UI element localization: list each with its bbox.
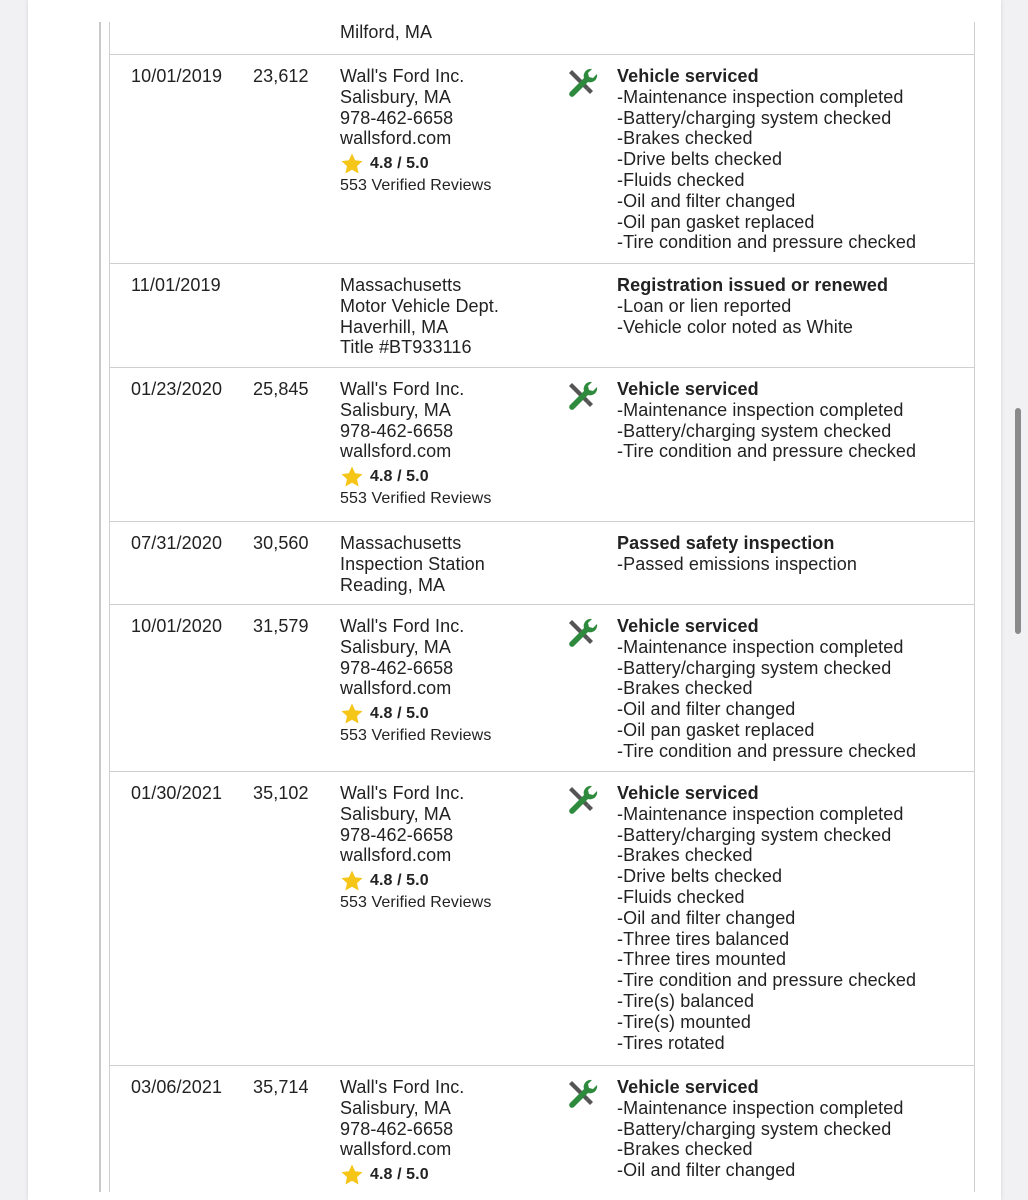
- bullet-dash: -: [617, 1011, 624, 1032]
- bullet-dash: -: [617, 316, 624, 337]
- detail-item: [617, 866, 916, 887]
- detail-text: Loan or lien reported: [623, 295, 792, 316]
- source-line: Milford, MA: [340, 22, 433, 42]
- source-website-link[interactable]: wallsford.com: [340, 678, 452, 699]
- detail-text: Battery/charging system checked: [623, 107, 892, 128]
- record-details: [617, 616, 916, 762]
- record-mileage: 31,579: [253, 616, 309, 636]
- bullet-dash: -: [617, 295, 624, 316]
- bullet-dash: -: [617, 399, 624, 420]
- bullet-dash: -: [617, 86, 624, 107]
- history-record-row: [110, 522, 974, 605]
- bullet-dash: -: [617, 845, 624, 866]
- rating-score: 4.8 / 5.0: [370, 704, 429, 722]
- source-line: Wall's Ford Inc.: [340, 1077, 465, 1097]
- history-record-row: [110, 605, 974, 772]
- record-date: 10/01/2019: [131, 66, 223, 86]
- bullet-dash: -: [617, 740, 624, 761]
- record-details: [617, 379, 916, 462]
- detail-item: [617, 929, 916, 950]
- detail-item: [617, 845, 916, 866]
- detail-text: Drive belts checked: [623, 866, 783, 887]
- detail-text: Maintenance inspection completed: [623, 636, 904, 657]
- source-cell: [340, 379, 491, 510]
- record-mileage: 25,845: [253, 379, 309, 399]
- detail-item: [617, 400, 916, 421]
- detail-text: Fluids checked: [623, 886, 745, 907]
- detail-text: Brakes checked: [623, 845, 753, 866]
- detail-text: Tire(s) mounted: [623, 1011, 751, 1032]
- vehicle-history-card: [28, 0, 1001, 1200]
- record-mileage: 35,714: [253, 1077, 309, 1097]
- bullet-dash: -: [617, 553, 624, 574]
- bullet-dash: -: [617, 699, 624, 720]
- detail-item: [617, 1098, 903, 1119]
- source-line: Wall's Ford Inc.: [340, 783, 465, 803]
- record-mileage: 35,102: [253, 783, 309, 803]
- detail-text: Brakes checked: [623, 678, 753, 699]
- bullet-dash: -: [617, 824, 624, 845]
- detail-text: Oil and filter changed: [623, 907, 796, 928]
- source-line: Motor Vehicle Dept.: [340, 295, 499, 316]
- detail-text: Maintenance inspection completed: [623, 86, 904, 107]
- verified-reviews-link[interactable]: 553 Verified Reviews: [340, 177, 492, 195]
- detail-item: [617, 170, 916, 191]
- record-title: Vehicle serviced: [617, 66, 759, 86]
- history-record-row: [110, 55, 974, 264]
- source-line: Wall's Ford Inc.: [340, 616, 465, 636]
- star-icon: [340, 152, 364, 176]
- source-cell: [340, 1077, 464, 1186]
- detail-item: [617, 949, 916, 970]
- detail-text: Oil and filter changed: [623, 1160, 796, 1181]
- page-scrollbar[interactable]: [1015, 408, 1021, 634]
- record-details: [617, 783, 916, 1053]
- detail-text: Battery/charging system checked: [623, 1118, 892, 1139]
- bullet-dash: -: [617, 928, 624, 949]
- detail-text: Tire condition and pressure checked: [623, 232, 917, 253]
- detail-text: Battery/charging system checked: [623, 824, 892, 845]
- bullet-dash: -: [617, 128, 624, 149]
- bullet-dash: -: [617, 169, 624, 190]
- bullet-dash: -: [617, 970, 624, 991]
- detail-item: [617, 296, 888, 317]
- record-date: 07/31/2020: [131, 533, 223, 553]
- detail-text: Three tires balanced: [623, 928, 790, 949]
- record-details: [617, 275, 888, 337]
- detail-item: [617, 720, 916, 741]
- dealer-rating[interactable]: [340, 466, 491, 488]
- record-title: Vehicle serviced: [617, 379, 759, 399]
- source-line: Salisbury, MA: [340, 803, 451, 824]
- rating-score: 4.8 / 5.0: [370, 871, 429, 889]
- source-line: Salisbury, MA: [340, 86, 451, 107]
- detail-item: [617, 191, 916, 212]
- detail-item: [617, 421, 916, 442]
- source-line: 978-462-6658: [340, 657, 454, 678]
- record-details: [617, 533, 857, 575]
- detail-text: Oil and filter changed: [623, 699, 796, 720]
- source-line: 978-462-6658: [340, 824, 454, 845]
- bullet-dash: -: [617, 149, 624, 170]
- detail-item: [617, 1160, 903, 1181]
- source-cell: [340, 22, 432, 43]
- bullet-dash: -: [617, 907, 624, 928]
- bullet-dash: -: [617, 886, 624, 907]
- detail-item: [617, 1033, 916, 1054]
- record-title: Vehicle serviced: [617, 1077, 759, 1097]
- source-cell: [340, 275, 499, 358]
- detail-item: [617, 1012, 916, 1033]
- rating-score: 4.8 / 5.0: [370, 154, 429, 172]
- bullet-dash: -: [617, 949, 624, 970]
- source-line: Salisbury, MA: [340, 399, 451, 420]
- record-mileage: 30,560: [253, 533, 309, 553]
- detail-text: Tire condition and pressure checked: [623, 970, 917, 991]
- bullet-dash: -: [617, 190, 624, 211]
- dealer-rating[interactable]: [340, 153, 491, 175]
- source-line: Haverhill, MA: [340, 316, 449, 337]
- detail-item: [617, 108, 916, 129]
- bullet-dash: -: [617, 107, 624, 128]
- bullet-dash: -: [617, 1139, 624, 1160]
- detail-item: [617, 804, 916, 825]
- record-title: Registration issued or renewed: [617, 275, 889, 295]
- bullet-dash: -: [617, 866, 624, 887]
- detail-item: [617, 825, 916, 846]
- detail-text: Oil and filter changed: [623, 190, 796, 211]
- outer-left-border: [99, 22, 101, 1192]
- source-line: 978-462-6658: [340, 420, 454, 441]
- source-line: Massachusetts: [340, 275, 462, 295]
- rating-score: 4.8 / 5.0: [370, 1165, 429, 1183]
- detail-text: Passed emissions inspection: [623, 553, 857, 574]
- detail-text: Vehicle color noted as White: [623, 316, 854, 337]
- record-date: 01/30/2021: [131, 783, 223, 803]
- source-website-link[interactable]: wallsford.com: [340, 1139, 452, 1160]
- source-line: Inspection Station: [340, 553, 485, 574]
- detail-text: Maintenance inspection completed: [623, 399, 904, 420]
- source-cell: [340, 66, 491, 197]
- dealer-rating[interactable]: [340, 1164, 464, 1186]
- verified-reviews-link[interactable]: 553 Verified Reviews: [340, 490, 492, 508]
- record-date: 11/01/2019: [131, 275, 221, 295]
- dealer-rating[interactable]: [340, 703, 491, 725]
- detail-item: [617, 970, 916, 991]
- detail-text: Tire condition and pressure checked: [623, 740, 917, 761]
- detail-text: Maintenance inspection completed: [623, 1097, 904, 1118]
- source-cell: [340, 783, 491, 914]
- detail-item: [617, 1119, 903, 1140]
- detail-item: [617, 87, 916, 108]
- record-date: 03/06/2021: [131, 1077, 223, 1097]
- detail-text: Fluids checked: [623, 169, 745, 190]
- source-website-link[interactable]: wallsford.com: [340, 845, 452, 866]
- history-record-row: [110, 368, 974, 522]
- detail-text: Drive belts checked: [623, 149, 783, 170]
- source-website-link[interactable]: wallsford.com: [340, 441, 452, 462]
- bullet-dash: -: [617, 1160, 624, 1181]
- record-date: 10/01/2020: [131, 616, 223, 636]
- bullet-dash: -: [617, 211, 624, 232]
- bullet-dash: -: [617, 657, 624, 678]
- detail-text: Battery/charging system checked: [623, 657, 892, 678]
- source-line: 978-462-6658: [340, 1118, 454, 1139]
- bullet-dash: -: [617, 1097, 624, 1118]
- history-record-row: [110, 772, 974, 1066]
- detail-item: [617, 637, 916, 658]
- source-line: Title #BT933116: [340, 337, 472, 358]
- bullet-dash: -: [617, 636, 624, 657]
- source-line: Wall's Ford Inc.: [340, 66, 465, 86]
- wrench-screwdriver-icon: [566, 784, 600, 818]
- record-title: Vehicle serviced: [617, 616, 759, 636]
- history-record-row: [110, 1066, 974, 1200]
- source-cell: [340, 533, 485, 595]
- wrench-screwdriver-icon: [566, 1078, 600, 1112]
- detail-item: [617, 887, 916, 908]
- detail-item: [617, 991, 916, 1012]
- detail-text: Maintenance inspection completed: [623, 803, 904, 824]
- bullet-dash: -: [617, 420, 624, 441]
- dealer-rating[interactable]: [340, 870, 491, 892]
- source-cell: [340, 616, 491, 747]
- source-line: Salisbury, MA: [340, 1097, 451, 1118]
- detail-item: [617, 741, 916, 762]
- verified-reviews-link[interactable]: 553 Verified Reviews: [340, 727, 492, 745]
- bullet-dash: -: [617, 441, 624, 462]
- bullet-dash: -: [617, 990, 624, 1011]
- star-icon: [340, 702, 364, 726]
- history-record-row: [110, 264, 974, 368]
- detail-text: Brakes checked: [623, 128, 753, 149]
- wrench-screwdriver-icon: [566, 67, 600, 101]
- detail-item: [617, 441, 916, 462]
- detail-text: Tire condition and pressure checked: [623, 441, 917, 462]
- star-icon: [340, 465, 364, 489]
- bullet-dash: -: [617, 1032, 624, 1053]
- detail-item: [617, 128, 916, 149]
- bullet-dash: -: [617, 678, 624, 699]
- detail-item: [617, 232, 916, 253]
- source-website-link[interactable]: wallsford.com: [340, 128, 452, 149]
- detail-text: Brakes checked: [623, 1139, 753, 1160]
- record-mileage: 23,612: [253, 66, 309, 86]
- detail-item: [617, 908, 916, 929]
- detail-item: [617, 212, 916, 233]
- rating-score: 4.8 / 5.0: [370, 467, 429, 485]
- detail-item: [617, 678, 916, 699]
- detail-item: [617, 699, 916, 720]
- verified-reviews-link[interactable]: 553 Verified Reviews: [340, 894, 492, 912]
- record-title: Vehicle serviced: [617, 783, 759, 803]
- star-icon: [340, 869, 364, 893]
- detail-item: [617, 554, 857, 575]
- bullet-dash: -: [617, 1118, 624, 1139]
- detail-text: Oil pan gasket replaced: [623, 719, 815, 740]
- record-title: Passed safety inspection: [617, 533, 835, 553]
- star-icon: [340, 1163, 364, 1187]
- wrench-screwdriver-icon: [566, 380, 600, 414]
- wrench-screwdriver-icon: [566, 617, 600, 651]
- detail-text: Tires rotated: [623, 1032, 725, 1053]
- record-details: [617, 1077, 903, 1181]
- history-record-row: [110, 0, 974, 55]
- detail-text: Three tires mounted: [623, 949, 787, 970]
- detail-item: [617, 658, 916, 679]
- detail-text: Tire(s) balanced: [623, 990, 755, 1011]
- record-details: [617, 66, 916, 253]
- source-line: 978-462-6658: [340, 107, 454, 128]
- detail-text: Oil pan gasket replaced: [623, 211, 815, 232]
- detail-item: [617, 149, 916, 170]
- detail-item: [617, 317, 888, 338]
- table-right-border: [974, 22, 975, 1192]
- source-line: Wall's Ford Inc.: [340, 379, 465, 399]
- bullet-dash: -: [617, 719, 624, 740]
- source-line: Salisbury, MA: [340, 636, 451, 657]
- bullet-dash: -: [617, 803, 624, 824]
- record-date: 01/23/2020: [131, 379, 223, 399]
- source-line: Massachusetts: [340, 533, 462, 553]
- bullet-dash: -: [617, 232, 624, 253]
- source-line: Reading, MA: [340, 574, 446, 595]
- detail-text: Battery/charging system checked: [623, 420, 892, 441]
- detail-item: [617, 1139, 903, 1160]
